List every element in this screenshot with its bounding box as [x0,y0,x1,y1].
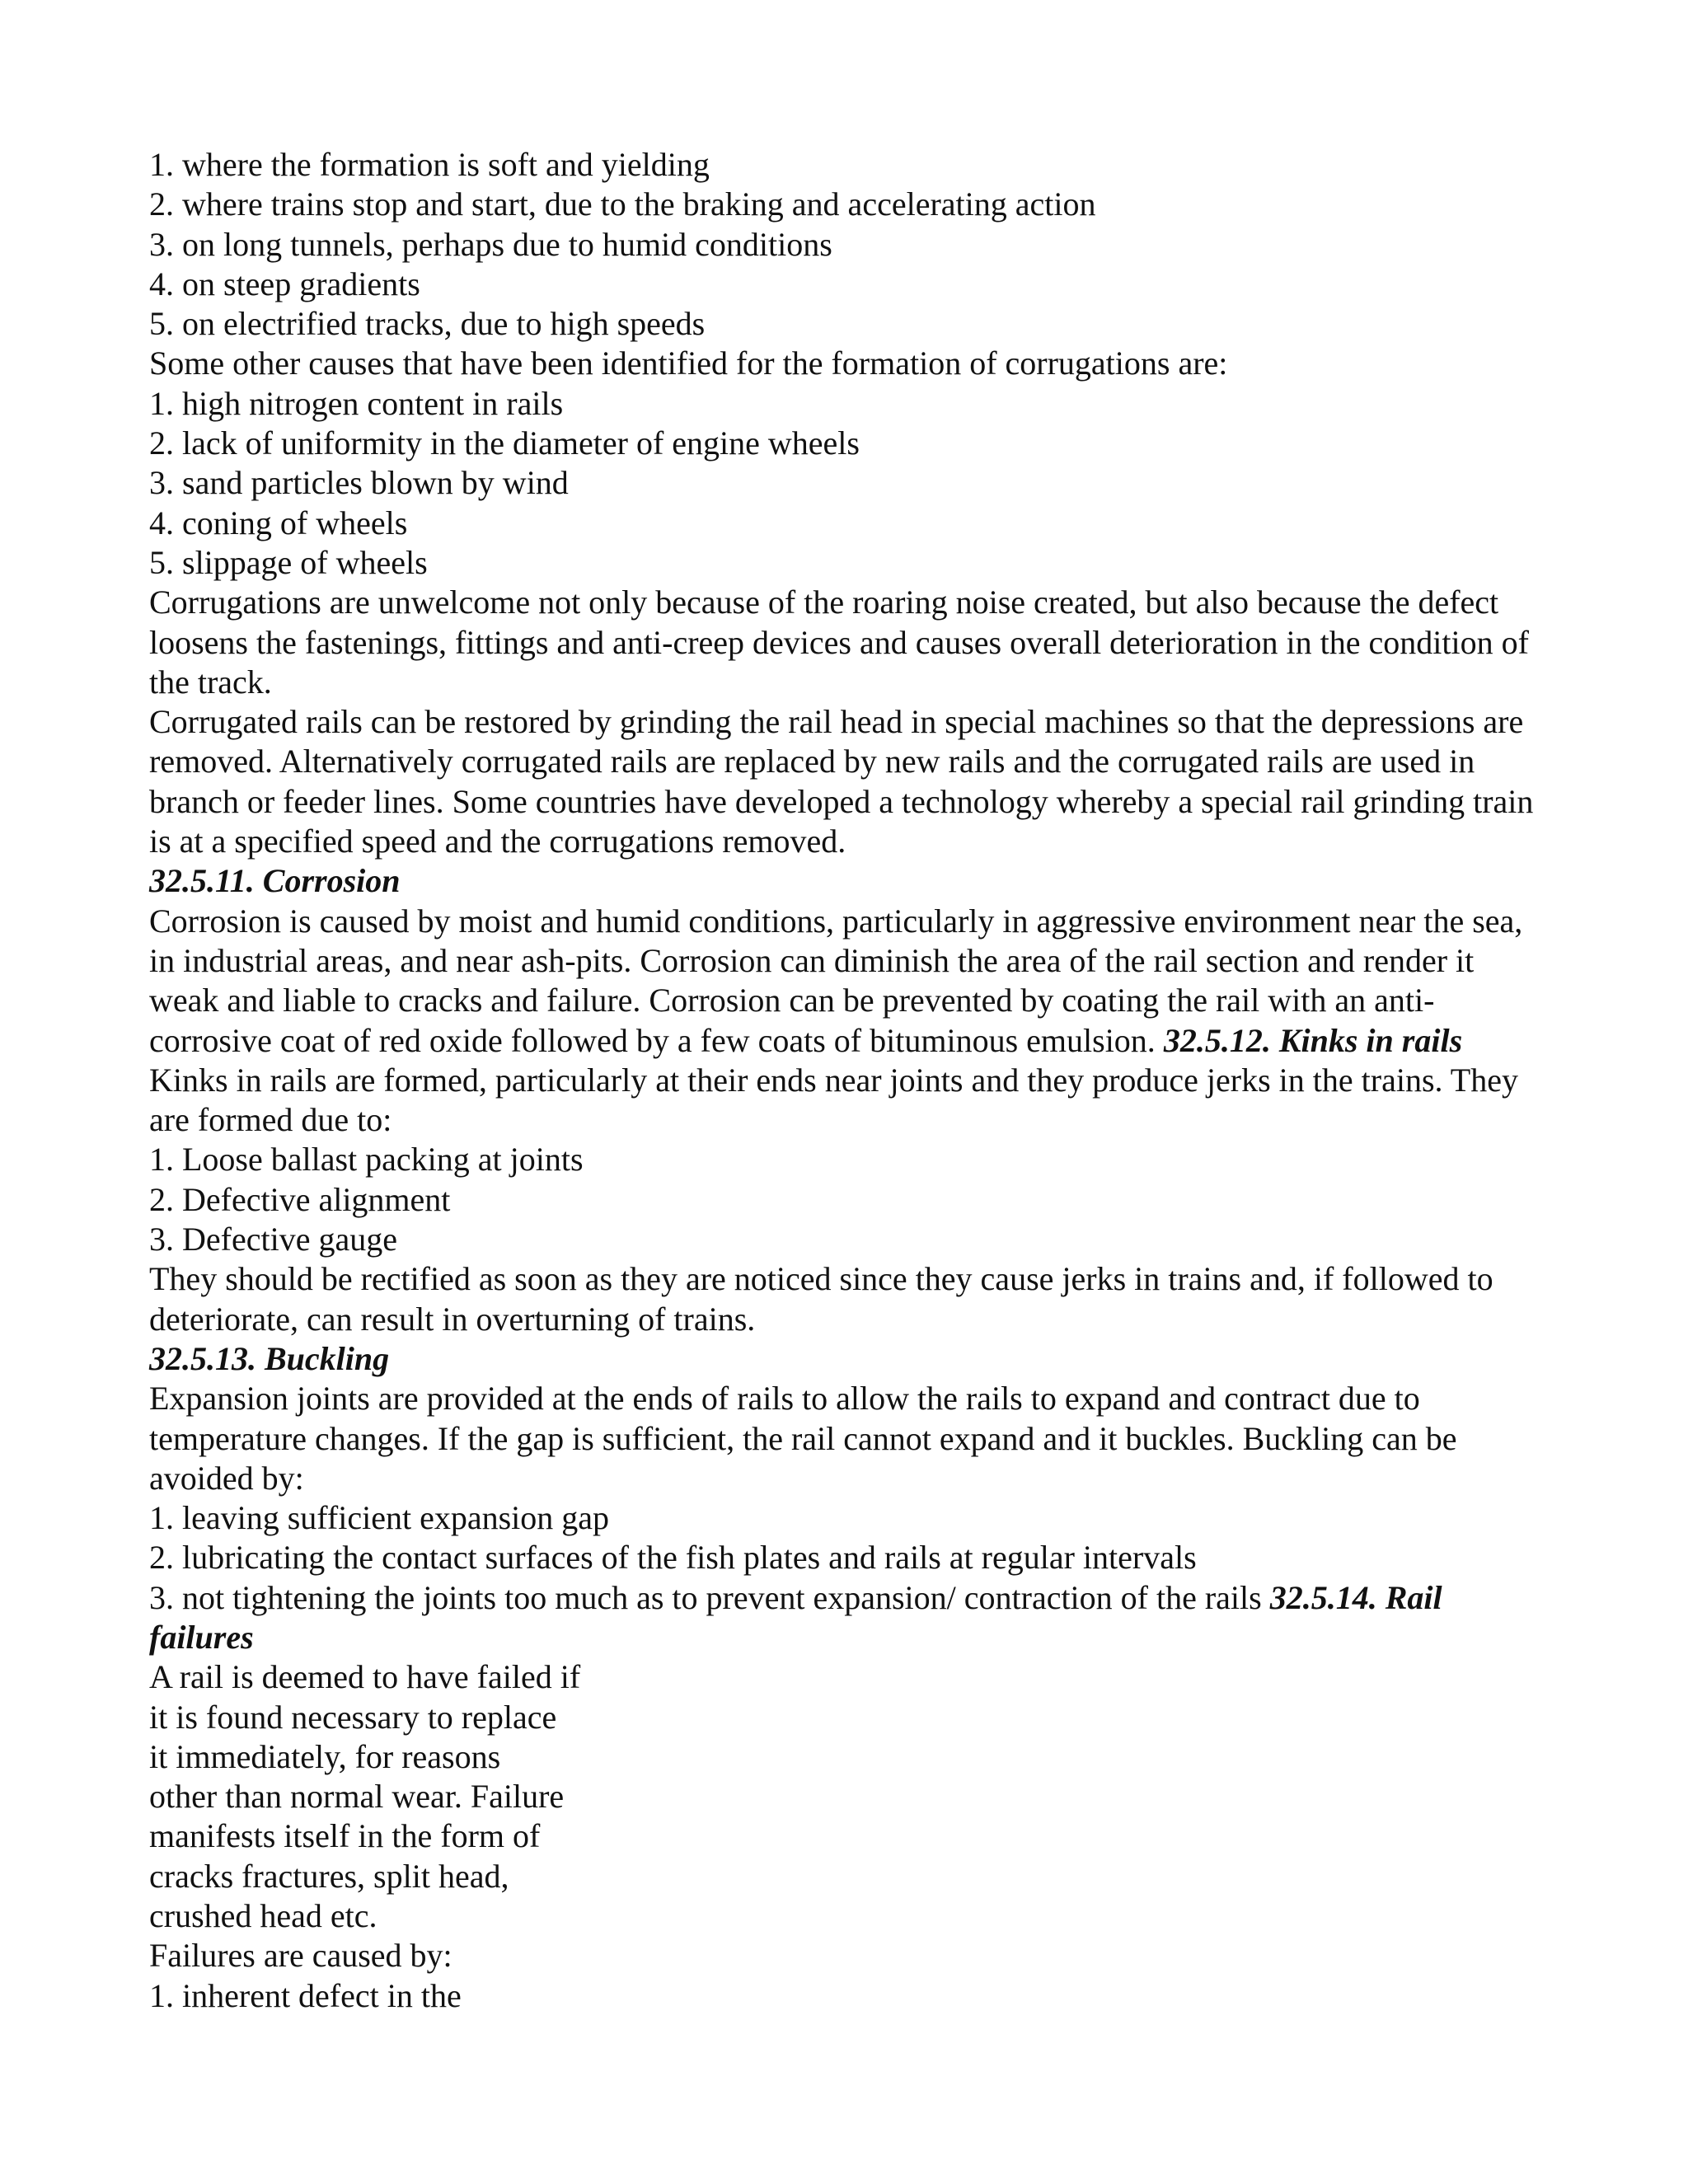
paragraph-line: is at a specified speed and the corrugations removed. [149,823,846,860]
document-page [149,145,1550,2016]
list-item: 1. where the formation is soft and yielding [149,146,710,183]
paragraph-line: weak and liable to cracks and failure. Corrosion can be prevented by coating the rail with an anti- [149,982,1435,1019]
list-item: 3. sand particles blown by wind [149,464,569,502]
list-item-text: 3. not tightening the joints too much as to prevent expansion/ contraction of the rails [149,1578,1270,1616]
paragraph-line: the track. [149,663,272,701]
paragraph-line: temperature changes. If the gap is sufficient, the rail cannot expand and it buckles. Buckling can be [149,1419,1457,1457]
paragraph-line: Corrugated rails can be restored by grinding the rail head in special machines so that the depressions are [149,703,1524,741]
paragraph-text: corrosive coat of red oxide followed by a few coats of bituminous emulsion. [149,1021,1164,1059]
paragraph-line: Expansion joints are provided at the ends of rails to allow the rails to expand and contract due to [149,1380,1420,1418]
list-item: 1. high nitrogen content in rails [149,384,564,422]
section-heading-rail-failures-cont: failures [149,1618,254,1656]
list-item: 1. leaving sufficient expansion gap [149,1499,610,1537]
paragraph-line: manifests itself in the form of [149,1817,541,1855]
paragraph-line: Corrosion is caused by moist and humid conditions, particularly in aggressive environment near the sea, [149,902,1523,940]
section-heading-buckling: 32.5.13. Buckling [149,1339,390,1377]
paragraph-line: removed. Alternatively corrugated rails are replaced by new rails and the corrugated rails are used in [149,743,1475,780]
paragraph-line: other than normal wear. Failure [149,1778,565,1816]
list-item [149,1578,1550,1618]
paragraph-line: Kinks in rails are formed, particularly at their ends near joints and they produce jerks in the trains. They [149,1061,1518,1099]
paragraph-line: crushed head etc. [149,1897,377,1935]
list-item: 2. where trains stop and start, due to the braking and accelerating action [149,185,1096,223]
paragraph-line: avoided by: [149,1459,304,1497]
section-heading-rail-failures: 32.5.14. Rail [1269,1578,1442,1616]
paragraph-line [149,1021,1550,1061]
paragraph-line: Failures are caused by: [149,1937,452,1975]
list-item: 2. Defective alignment [149,1180,451,1218]
paragraph-line: Corrugations are unwelcome not only because of the roaring noise created, but also because the defect [149,583,1499,621]
list-item: 4. coning of wheels [149,504,408,541]
paragraph-line: loosens the fastenings, fittings and anti-creep devices and causes overall deterioration in the condition of [149,623,1529,661]
paragraph-line: are formed due to: [149,1101,392,1139]
section-heading-corrosion: 32.5.11. Corrosion [149,862,401,900]
list-item: 5. on electrified tracks, due to high speeds [149,305,706,343]
paragraph-line: it is found necessary to replace [149,1698,557,1736]
list-item: 3. on long tunnels, perhaps due to humid conditions [149,225,832,263]
list-item: 2. lack of uniformity in the diameter of engine wheels [149,424,860,462]
paragraph-line: branch or feeder lines. Some countries have developed a technology whereby a special rail grinding train [149,782,1534,820]
paragraph-line: deteriorate, can result in overturning of trains. [149,1300,756,1338]
list-item: 3. Defective gauge [149,1221,397,1258]
list-item: 4. on steep gradients [149,265,420,302]
list-item: 5. slippage of wheels [149,543,428,581]
paragraph-line: cracks fractures, split head, [149,1857,509,1895]
list-item: 1. inherent defect in the [149,1976,462,2014]
list-item: 1. Loose ballast packing at joints [149,1141,584,1179]
paragraph-line: Some other causes that have been identified for the formation of corrugations are: [149,344,1228,382]
section-heading-kinks: 32.5.12. Kinks in rails [1163,1021,1463,1059]
list-item: 2. lubricating the contact surfaces of the fish plates and rails at regular intervals [149,1539,1197,1577]
paragraph-line: A rail is deemed to have failed if [149,1658,581,1696]
paragraph-line: in industrial areas, and near ash-pits. Corrosion can diminish the area of the rail section and render it [149,941,1475,979]
paragraph-line: it immediately, for reasons [149,1737,501,1775]
paragraph-line: They should be rectified as soon as they are noticed since they cause jerks in trains and, if followed to [149,1260,1493,1298]
